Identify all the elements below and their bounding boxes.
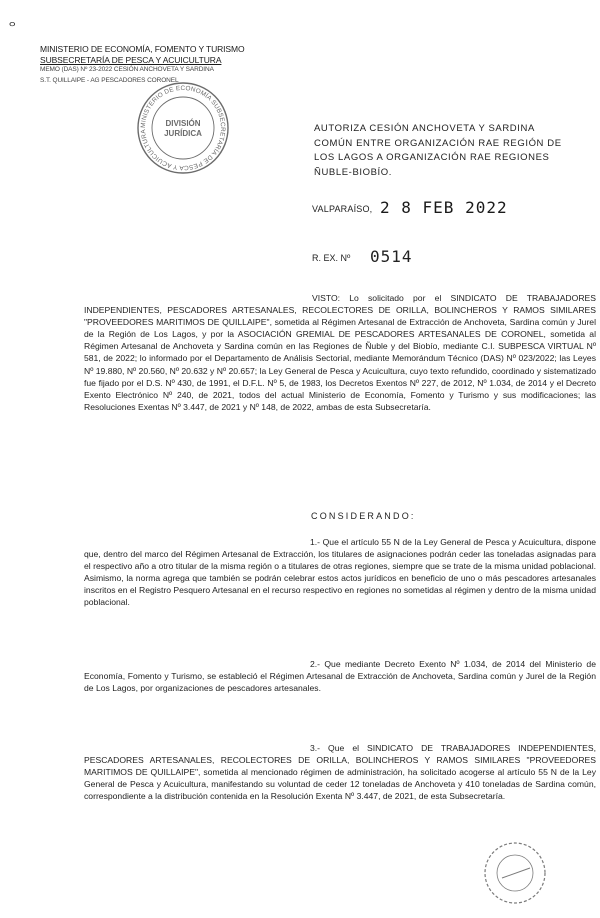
seal-graphic [135,80,231,176]
seal-line-division: DIVISIÓN [165,119,201,128]
considerando-2: 2.- Que mediante Decreto Exento Nº 1.034, de 2014 del Ministerio de Economía, Fomento y Turismo, se estableció el Régimen Artesanal de Extracción de Anchoveta, Sardina común y Jurel de la Región de Los Lagos, por organizaciones de pescadores artesanales. [84,659,596,694]
date-line [312,198,508,217]
corner-handwritten-mark: ᄋ [6,21,19,36]
resolution-number-line [312,247,413,266]
seal-line-juridica: JURÍDICA [164,129,202,138]
date-stamp: 2 8 FEB 2022 [380,198,508,217]
considerando-1: 1.- Que el artículo 55 N de la Ley General de Pesca y Acuicultura, dispone que, dentro del marco del Régimen Artesanal de Extracción, los titulares de asignaciones podrán ceder las toneladas asignadas para el respectivo año a otro titular de la misma región o a titulares de otras regiones, siempre que se trate de la misma unidad poblacional. Asimismo, la norma agrega que también se podrán celebrar estos actos jurídicos en beneficio de uno o más pescadores artesanales inscritos en el Registro Pesquero Artesanal en el recurso respectivo en regiones no sometidas al régimen y dentro de la misma unidad poblacional. [84,537,596,608]
considerando-3: 3.- Que el SINDICATO DE TRABAJADORES INDEPENDIENTES, PESCADORES ARTESANALES, RECOLECTORES DE ORILLA, BOLINCHEROS Y RAMOS SIMILARES "PROVEEDORES MARITIMOS DE QUILLAIPE", sometida al mencionado régimen de administración, ha solicitado acogerse al artículo 55 N de la Ley General de Pesca y Acuicultura, manifestando su voluntad de ceder 12 toneladas de Anchoveta y 410 toneladas de Sardina común, correspondiente a la distribución contenida en la Resolución Exenta Nº 3.447, de 2021, de esta Subsecretaría. [84,743,596,802]
resolution-number: 0514 [370,247,413,266]
visto-paragraph: VISTO: Lo solicitado por el SINDICATO DE TRABAJADORES INDEPENDIENTES, PESCADORES ARTESANALES, RECOLECTORES DE ORILLA, BOLINCHEROS Y RAMOS SIMILARES "PROVEEDORES MARITIMOS DE QUILLAIPE", sometida al Régimen Artesanal de Extracción de Anchoveta, Sardina común y Jurel de la Región de Los Lagos, y por la ASOCIACIÓN GREMIAL DE PESCADORES ARTESANALES DE CORONEL, sometida al Régimen Artesanal de Anchoveta y Sardina común en las Regiones de Ñuble y del Biobío, mediante C.I. SUBPESCA VIRTUAL Nº 581, de 2022; lo informado por el Departamento de Análisis Sectorial, mediante Memorándum Técnico (DAS) Nº 023/2022; las Leyes Nº 19.880, Nº 20.560, Nº 20.632 y Nº 20.657; la Ley General de Pesca y Acuicultura, cuyo texto refundido, coordinado y sistematizado fue fijado por el D.S. Nº 430, de 1991, el D.F.L. Nº 5, de 1983, los Decretos Exentos Nº 227, de 2012, Nº 1.034, de 2014 y el Decreto Exento Electrónico Nº 240, de 2021, todos del actual Ministerio de Economía, Fomento y Turismo y sus modificaciones; las Resoluciones Exentas Nº 3.447, de 2021 y Nº 148, de 2022, ambas de esta Subsecretaría. [84,293,596,412]
division-juridica-seal [135,80,231,176]
resolution-label: R. EX. Nº [312,253,351,263]
subsecretaria-name: SUBSECRETARÍA DE PESCA Y ACUICULTURA [40,54,222,65]
document-title: AUTORIZA CESIÓN ANCHOVETA Y SARDINA COMÚN ENTRE ORGANIZACIÓN RAE REGIÓN DE LOS LAGOS A ORGANIZACIÓN RAE REGIONES ÑUBLE-BIOBÍO. [314,123,562,178]
considerando-heading: CONSIDERANDO: [311,511,416,521]
seal-ring-text: MINISTERIO DE ECONOMÍA SUBSECRETARÍA DE PESCA Y ACUICULTURA [139,84,227,172]
memo-reference: MEMO (DAS) Nº 23-2022 CESIÓN ANCHOVETA Y SARDINA [40,66,214,73]
st-reference: S.T. QUILLAIPE - AG PESCADORES CORONEL [40,76,179,84]
ministry-name: MINISTERIO DE ECONOMÍA, FOMENTO Y TURISMO [40,44,245,54]
office-stamp [480,838,550,908]
stamp-graphic [480,838,550,908]
date-place: VALPARAÍSO, [312,204,373,214]
